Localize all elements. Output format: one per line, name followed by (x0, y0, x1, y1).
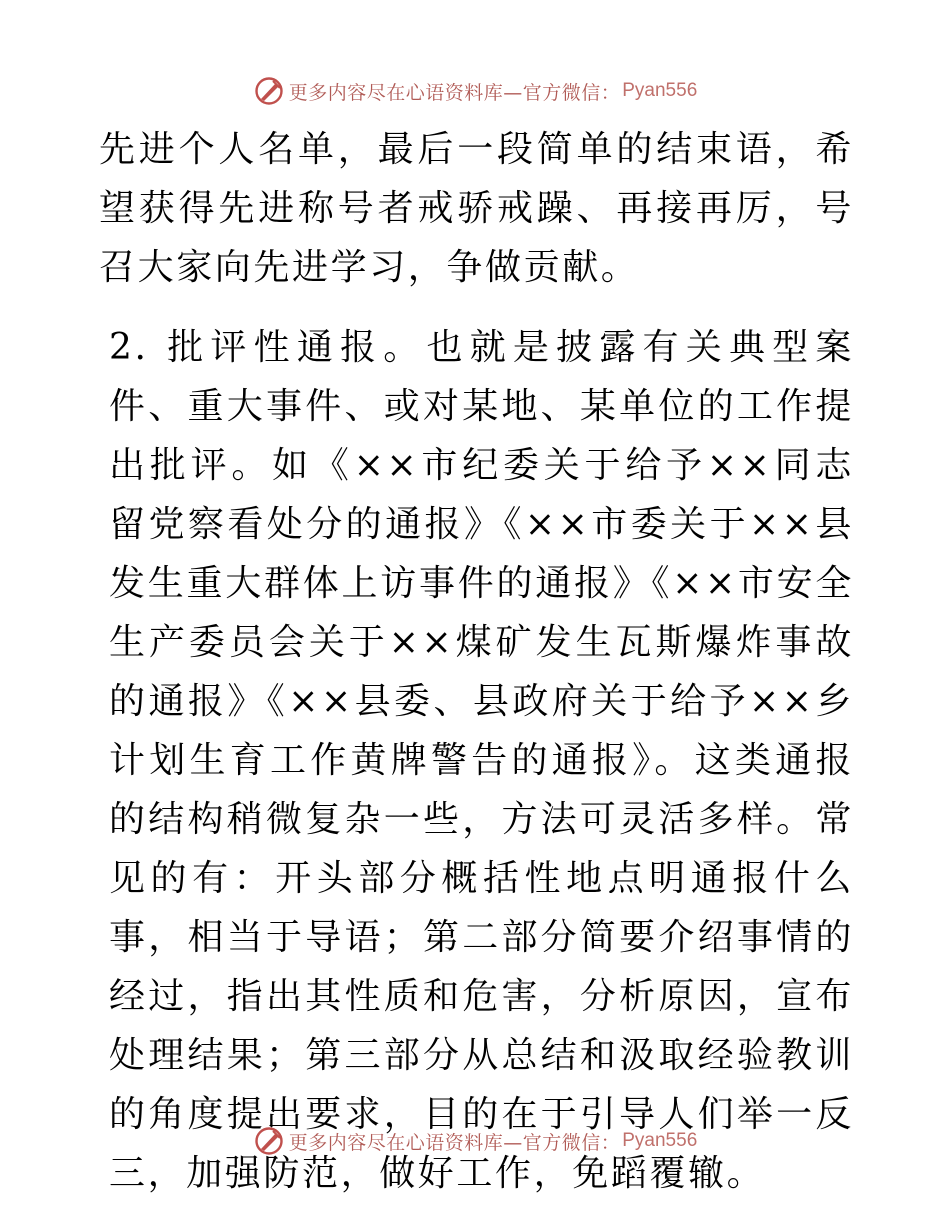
footer-watermark-banner (0, 1121, 950, 1161)
footer-banner-handle: Pyan556 (622, 1130, 698, 1151)
header-watermark-banner (0, 71, 950, 111)
paragraph-critical-notice: 2. 批评性通报。也就是披露有关典型案件、重大事件、或对某地、某单位的工作提出批评。如《××市纪委关于给予××同志留党察看处分的通报》《××市委关于××县发生重大群体上访事件的通报》《××市安全生产委员会关于××煤矿发生瓦斯爆炸事故的通报》《××县委、县政府关于给予××乡计划生育工作黄牌警告的通报》。这类通报的结构稍微复杂一些，方法可灵活多样。常见的有：开头部分概括性地点明通报什么事，相当于导语；第二部分简要介绍事情的经过，指出其性质和危害，分析原因，宣布处理结果；第三部分从总结和汲取经验教训的角度提出要求，目的在于引导人们举一反三，加强防范，做好工作，免蹈覆辙。 (109, 327, 854, 1194)
header-banner-text: 更多内容尽在心语资料库—官方微信： (288, 81, 621, 104)
header-banner-handle: Pyan556 (622, 80, 698, 101)
document-body (99, 120, 854, 1203)
quill-logo-icon (253, 75, 285, 107)
paragraph-continuation: 先进个人名单，最后一段简单的结束语，希望获得先进称号者戒骄戒躁、再接再厉，号召大家向先进学习，争做贡献。 (99, 129, 854, 288)
footer-banner-text: 更多内容尽在心语资料库—官方微信： (288, 1131, 621, 1154)
quill-logo-icon (253, 1125, 285, 1157)
